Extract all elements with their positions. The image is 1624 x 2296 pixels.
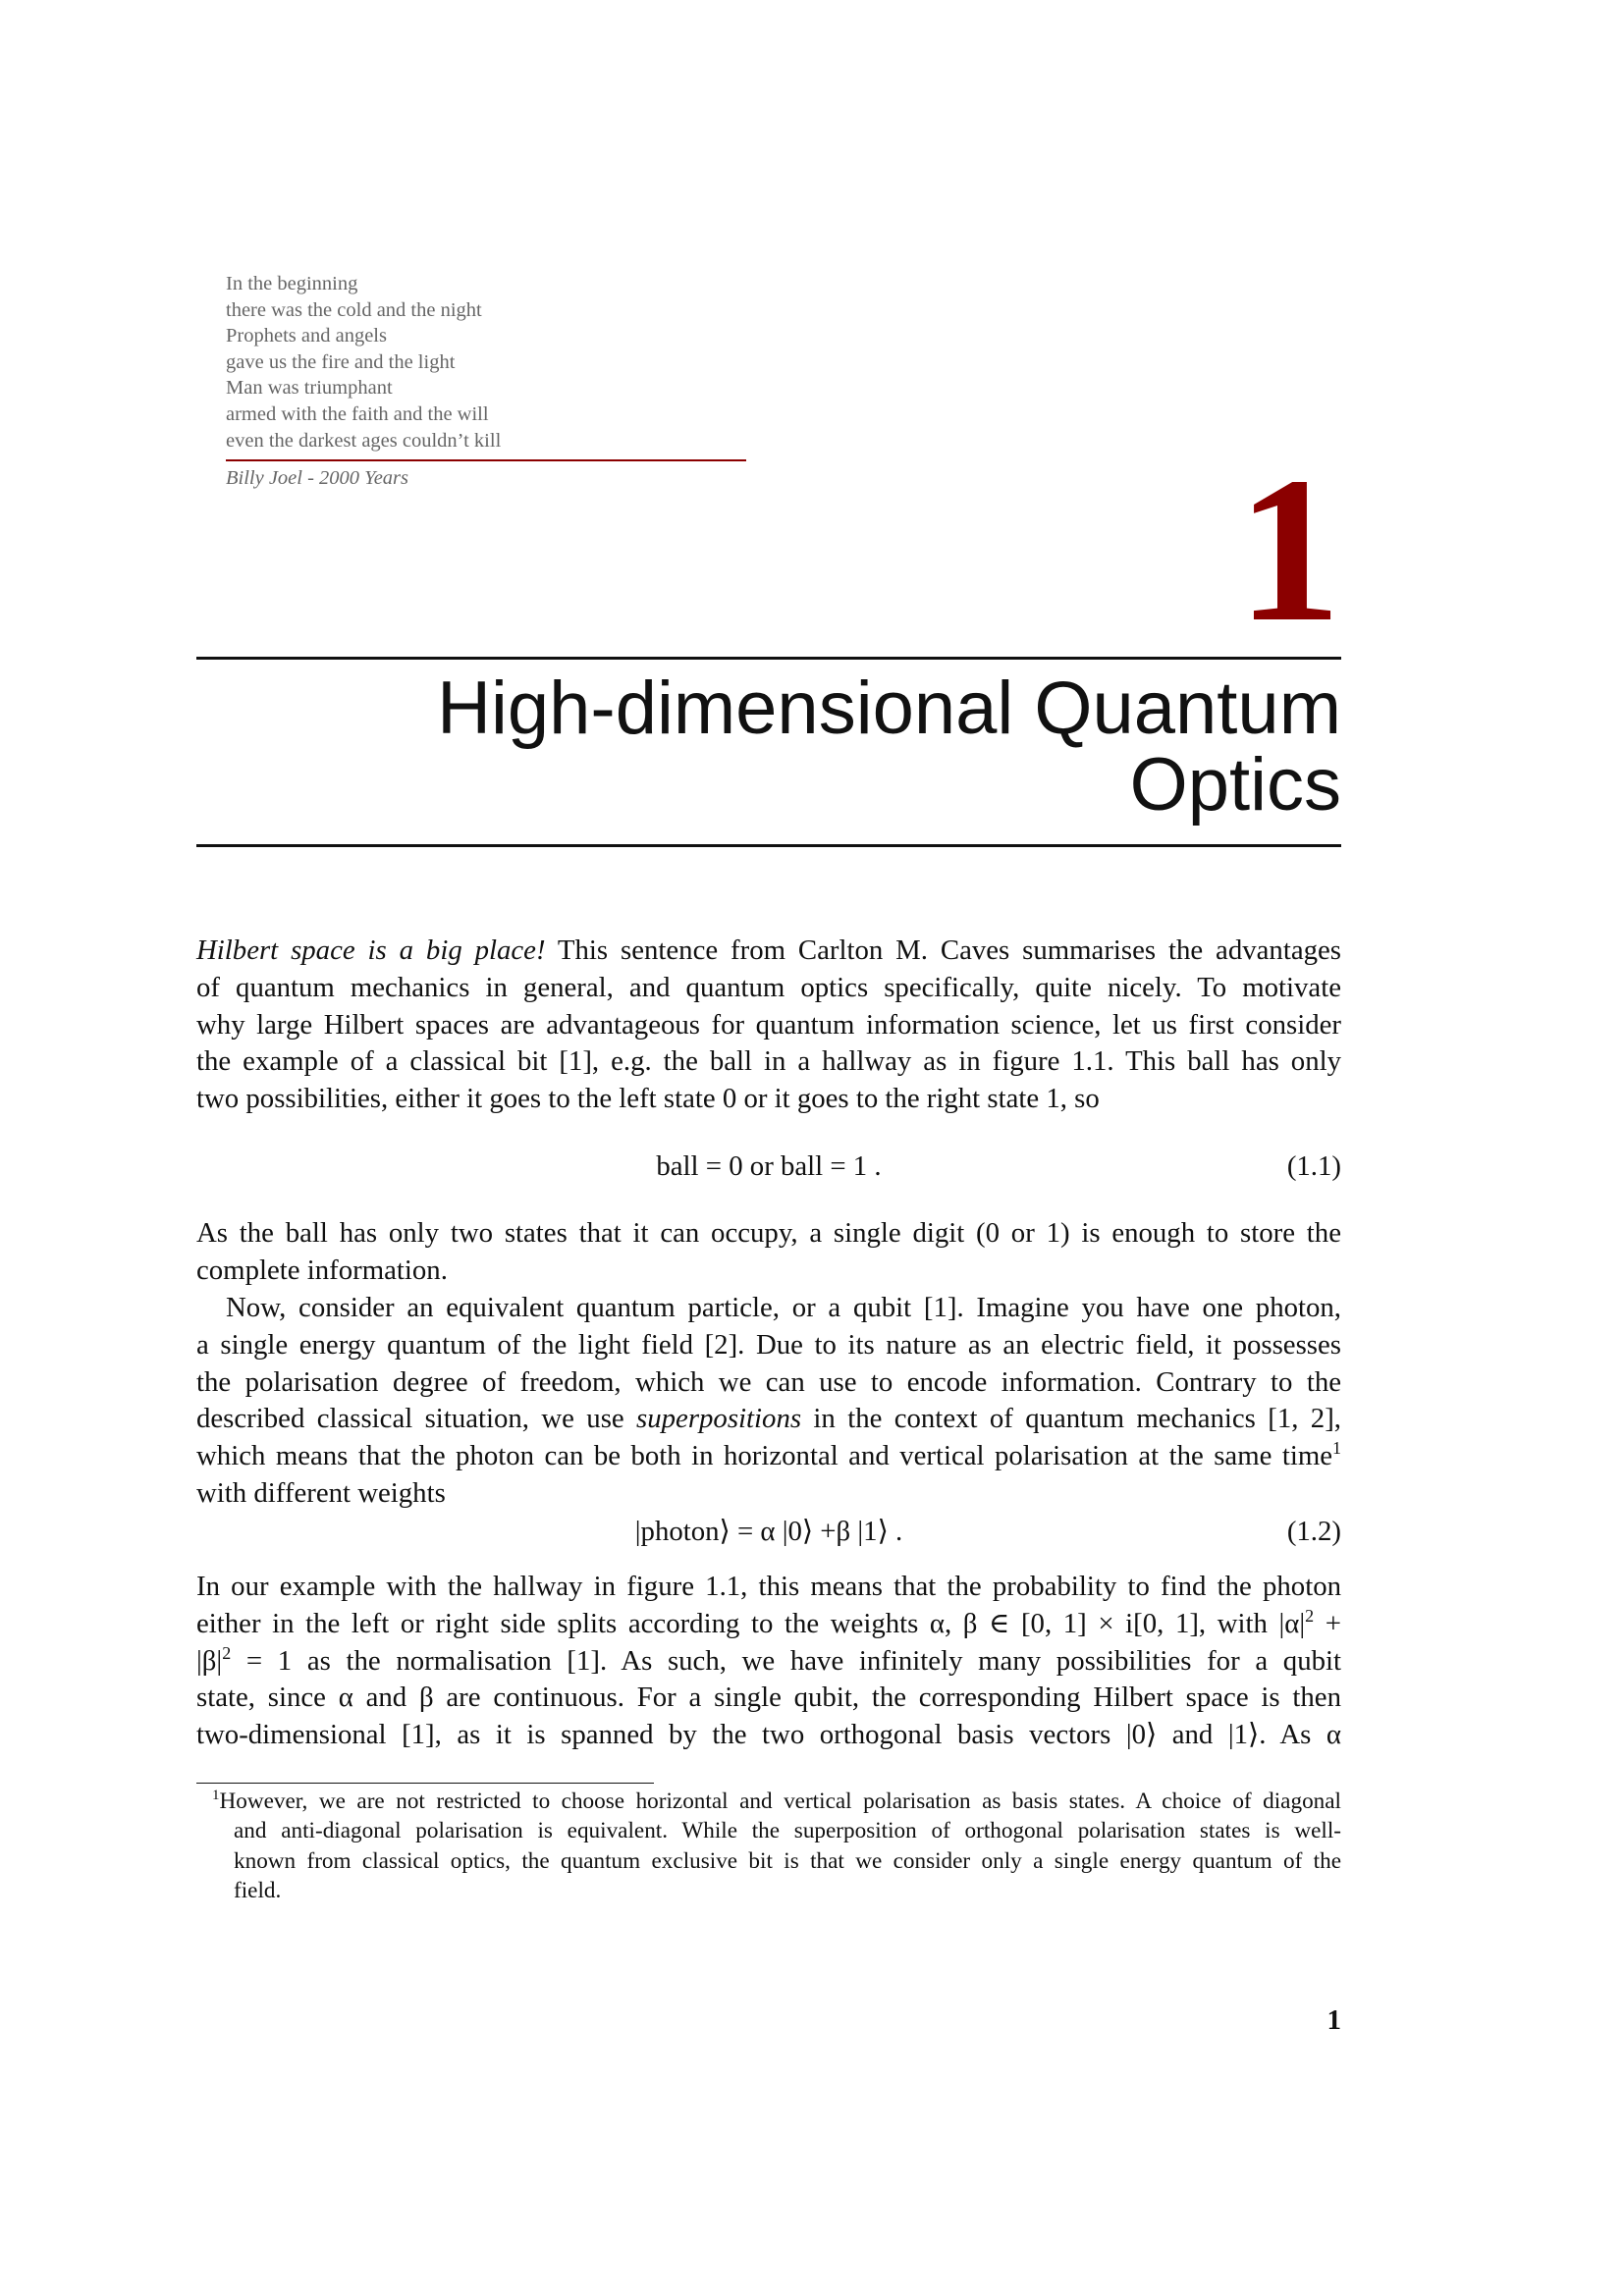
text-line: either in the left or right side splits according to the weights α, β ∈ [0, 1] × i[0, 1], with $|\alpha|^2$ + bbox=[196, 1605, 1341, 1639]
page-number: 1 bbox=[1326, 2004, 1341, 2036]
chapter-number: 1 bbox=[1237, 434, 1341, 665]
equation-number: (1.2) bbox=[1286, 1516, 1341, 1547]
text-line: described classical situation, we use superpositions in the context of quantum mechanics [1, 2], bbox=[196, 1403, 1341, 1435]
equation-content: |photon⟩ = α |0⟩ +β |1⟩ . bbox=[634, 1516, 903, 1547]
chapter-title bbox=[196, 667, 1341, 827]
chapter-rule-top bbox=[196, 657, 1341, 660]
epigraph-attribution: Billy Joel - 2000 Years bbox=[226, 467, 409, 490]
epigraph-rule bbox=[226, 459, 746, 461]
footnote-marker[interactable]: 1 bbox=[1332, 1438, 1341, 1459]
text-line: the example of a classical bit [1], e.g. the ball in a hallway as in figure 1.1. This ball has only bbox=[196, 1045, 1341, 1078]
paragraph-qubit bbox=[196, 1290, 1341, 1513]
text-line: In our example with the hallway in figure 1.1, this means that the probability to find the photon bbox=[196, 1571, 1341, 1602]
text-line: a single energy quantum of the light field [2]. Due to its nature as an electric field, it possesses bbox=[196, 1328, 1341, 1361]
text-line: Now, consider an equivalent quantum particle, or a qubit [1]. Imagine you have one photon, bbox=[226, 1292, 1341, 1323]
paragraph-classical bbox=[196, 1215, 1341, 1290]
text-line: state, since α and β are continuous. For a single qubit, the corresponding Hilbert space is then bbox=[196, 1682, 1341, 1714]
chapter-title-line: High-dimensional Quantum bbox=[437, 667, 1341, 750]
equation-number: (1.1) bbox=[1286, 1150, 1341, 1182]
footnote-rule bbox=[196, 1783, 654, 1784]
text-line: with different weights bbox=[196, 1476, 446, 1509]
footnote-marker: 1 bbox=[212, 1788, 220, 1803]
text-line: which means that the photon can be both in horizontal and vertical polarisation at the same time$^1$ bbox=[196, 1438, 1341, 1472]
paragraph-weights bbox=[196, 1569, 1341, 1754]
footnote bbox=[196, 1787, 1341, 1905]
chapter-title-line: Optics bbox=[1129, 743, 1341, 827]
epigraph-line: Man was triumphant bbox=[226, 377, 393, 400]
epigraph-line: Prophets and angels bbox=[226, 325, 387, 347]
epigraph-line: In the beginning bbox=[226, 273, 358, 294]
text-line: $|\beta|^2 = 1$ as the normalisation [1]. As such, we have infinitely many possibilities for a qubit bbox=[196, 1642, 1341, 1677]
footnote-line: and anti-diagonal polarisation is equivalent. While the superposition of orthogonal polarisation states is well- bbox=[234, 1818, 1341, 1844]
text-line: why large Hilbert spaces are advantageous for quantum information science, let us first consider bbox=[196, 1008, 1341, 1041]
footnote-line: known from classical optics, the quantum exclusive bit is that we consider only a single energy quantum of the bbox=[234, 1847, 1341, 1874]
equation-content: ball = 0 or ball = 1 . bbox=[656, 1150, 882, 1182]
chapter-rule-bottom bbox=[196, 844, 1341, 847]
text-line: Hilbert space is a big place! This sentence from Carlton M. Caves summarises the advantages bbox=[196, 934, 1341, 966]
epigraph-line: armed with the faith and the will bbox=[226, 402, 489, 425]
text-line: As the ball has only two states that it can occupy, a single digit (0 or 1) is enough to store the bbox=[196, 1217, 1341, 1249]
footnote-line: field. bbox=[234, 1877, 282, 1903]
text-line: complete information. bbox=[196, 1254, 448, 1286]
text-line: of quantum mechanics in general, and quantum optics specifically, quite nicely. To motivate bbox=[196, 971, 1341, 1003]
epigraph-line: there was the cold and the night bbox=[226, 298, 482, 321]
epigraph-line: gave us the fire and the light bbox=[226, 350, 456, 373]
text-line: two possibilities, either it goes to the left state 0 or it goes to the right state 1, so bbox=[196, 1083, 1100, 1115]
emphasis-text: superpositions bbox=[636, 1403, 802, 1435]
epigraph bbox=[226, 271, 746, 492]
text-line: the polarisation degree of freedom, which we can use to encode information. Contrary to the bbox=[196, 1365, 1341, 1398]
footnote-line: $^1$However, we are not restricted to choose horizontal and vertical polarisation as basis states. A choice of diagonal bbox=[212, 1788, 1341, 1814]
epigraph-line: even the darkest ages couldn’t kill bbox=[226, 429, 502, 452]
text-line: two-dimensional [1], as it is spanned by the two orthogonal basis vectors |0⟩ and |1⟩. As α bbox=[196, 1719, 1341, 1751]
paragraph-intro bbox=[196, 933, 1341, 1118]
emphasis-text: Hilbert space is a big place! bbox=[196, 934, 546, 966]
